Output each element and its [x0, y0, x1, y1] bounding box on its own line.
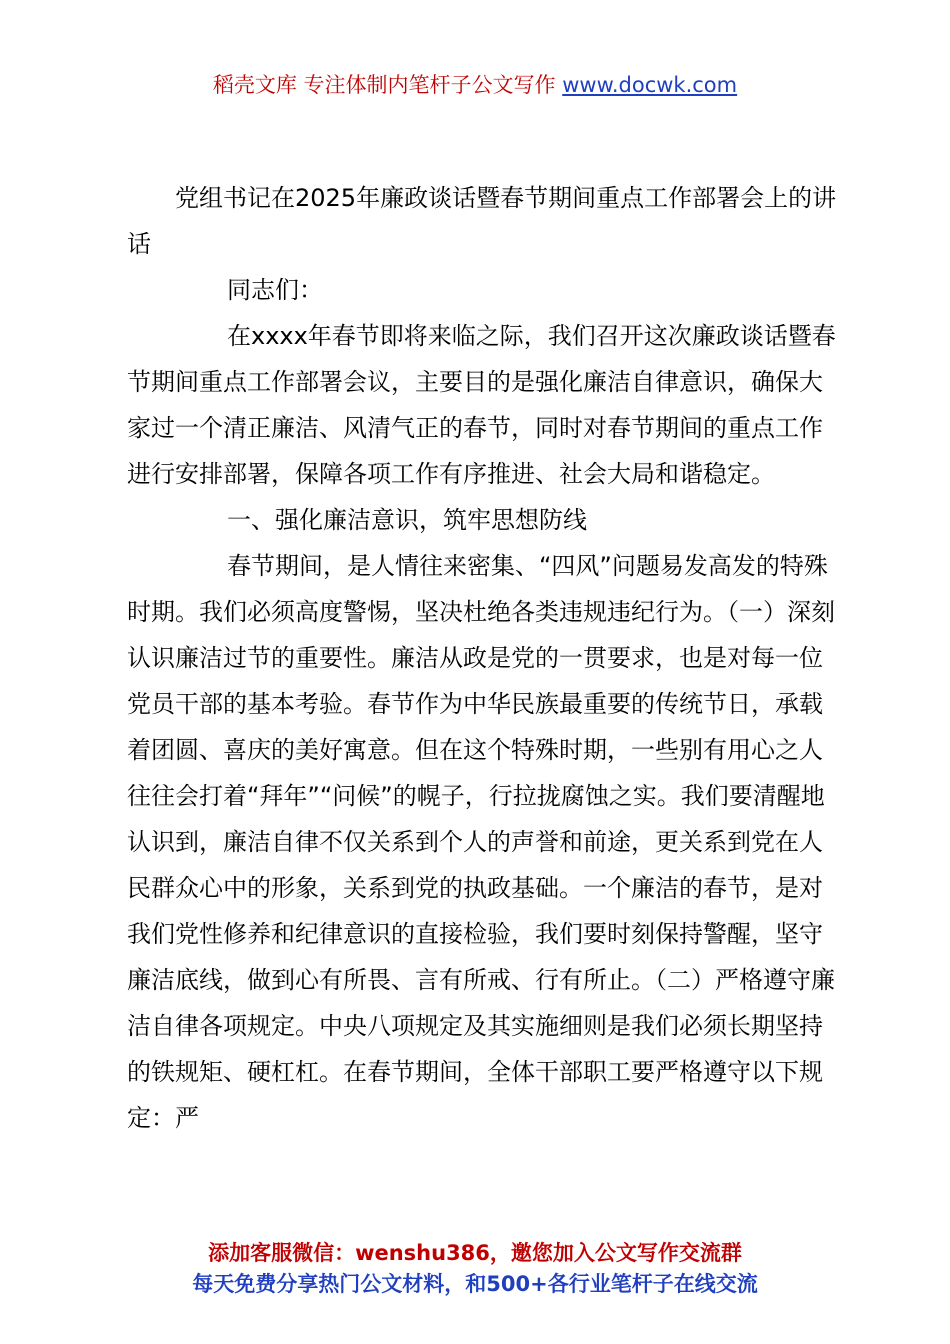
paragraph-body: 春节期间，是人情往来密集、“四风”问题易发高发的特殊时期。我们必须高度警惕，坚决杜绝各类违规违纪行为。（一）深刻认识廉洁过节的重要性。廉洁从政是党的一贯要求，也是对每一位党员干部的基本考验。春节作为中华民族最重要的传统节日，承载着团圆、喜庆的美好寓意。但在这个特殊时期，一些别有用心之人往往会打着“拜年”“问候”的幌子，行拉拢腐蚀之实。我们要清醒地认识到，廉洁自律不仅关系到个人的声誉和前途，更关系到党在人民群众心中的形象，关系到党的执政基础。一个廉洁的春节，是对我们党性修养和纪律意识的直接检验，我们要时刻保持警醒，坚守廉洁底线，做到心有所畏、言有所戒、行有所止。（二）严格遵守廉洁自律各项规定。中央八项规定及其实施细则是我们必须长期坚持的铁规矩、硬杠杠。在春节期间，全体干部职工要严格遵守以下规定：严: [127, 552, 835, 1132]
watermark-header: [0, 70, 950, 100]
promo-footer: [0, 1238, 950, 1300]
document-body: [127, 175, 839, 1141]
document-title: 党组书记在2025年廉政谈话暨春节期间重点工作部署会上的讲话: [127, 184, 837, 258]
header-url-link[interactable]: www.docwk.com: [562, 73, 738, 97]
section-heading: 一、强化廉洁意识，筑牢思想防线: [227, 506, 587, 534]
header-brand: 稻壳文库 专注体制内笔杆子公文写作: [212, 73, 556, 97]
footer-line-2: 每天免费分享热门公文材料，和500+各行业笔杆子在线交流: [192, 1272, 758, 1296]
footer-line-1: 添加客服微信：wenshu386，邀您加入公文写作交流群: [208, 1241, 742, 1265]
salutation: 同志们：: [227, 276, 323, 304]
paragraph-intro: 在xxxx年春节即将来临之际，我们召开这次廉政谈话暨春节期间重点工作部署会议，主要目的是强化廉洁自律意识，确保大家过一个清正廉洁、风清气正的春节，同时对春节期间的重点工作进行安排部署，保障各项工作有序推进、社会大局和谐稳定。: [127, 322, 836, 488]
